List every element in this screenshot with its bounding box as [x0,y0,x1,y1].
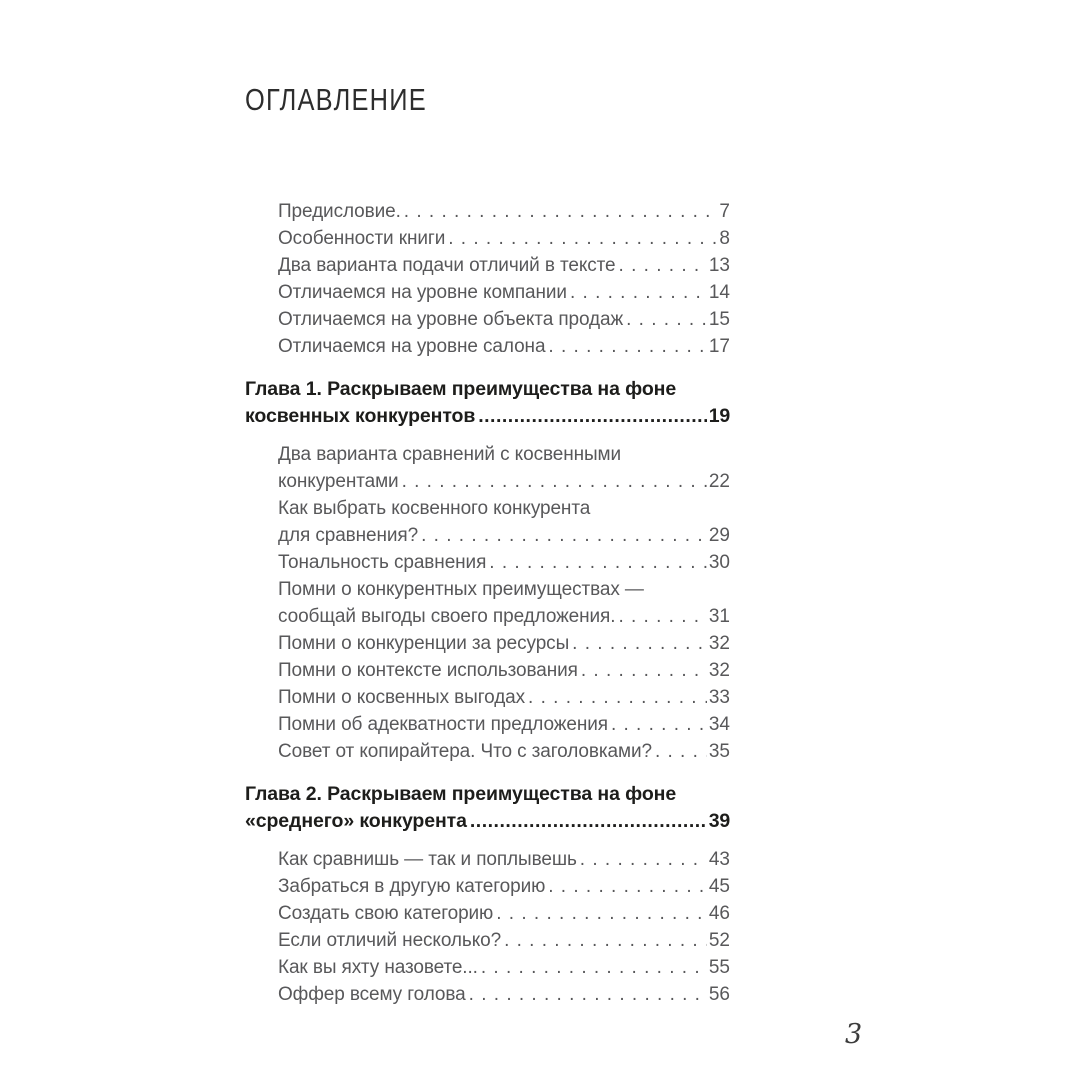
toc-entry-text: Помни о конкуренции за ресурсы [278,633,570,654]
toc-chapter-line [245,781,730,808]
toc-entry-text: конкурентами [278,471,399,492]
dot-leader [448,225,717,252]
dot-leader [421,522,707,549]
toc-entry-text: Как вы яхту назовете... [278,957,478,978]
toc-entry-line [278,252,730,279]
toc-page-number: 14 [708,282,730,303]
toc-page-number: 30 [708,552,730,573]
toc-page-number: 22 [708,471,730,492]
dot-leader [504,927,707,954]
toc-entry-line [278,873,730,900]
toc-entry-line [278,954,730,981]
toc-entry-line [278,927,730,954]
toc-page-number: 29 [708,525,730,546]
toc [245,198,730,1008]
toc-entry-line [278,549,730,576]
toc-chapter-line [245,808,730,835]
toc-entry-text: Тональность сравнения [278,552,487,573]
toc-chapter [245,781,730,835]
toc-entry-text: Помни о конкурентных преимуществах — [278,579,644,600]
toc-entry-text: Помни о косвенных выгодах [278,687,526,708]
toc-entry-line [278,846,730,873]
toc-entry-line [278,225,730,252]
toc-entry-line [278,711,730,738]
dot-leader [402,468,707,495]
toc-entry-line [278,684,730,711]
toc-page-number: 15 [708,309,730,330]
toc-entry-line [278,981,730,1008]
dot-leader [618,603,706,630]
toc-entry-text: Создать свою категорию [278,903,494,924]
toc-entry-text: Отличаемся на уровне салона [278,336,546,357]
dot-leader [570,279,707,306]
toc-entry-text: для сравнения? [278,525,419,546]
toc-entry-text: Предисловие. [278,201,401,222]
dot-leader [619,252,707,279]
toc-entry-line [278,630,730,657]
toc-page-number: 8 [719,228,730,249]
toc-entry-line [278,441,730,468]
toc-entries-group [278,441,730,765]
toc-page-number: 43 [708,849,730,870]
dot-leader [572,630,707,657]
toc-page-number: 52 [708,930,730,951]
dot-leader [404,198,718,225]
dot-leader [655,738,707,765]
toc-page-number: 13 [708,255,730,276]
toc-entry-text: Как сравнишь — так и поплывешь [278,849,577,870]
toc-entry-line [278,468,730,495]
toc-chapter-text: косвенных конкурентов [245,405,476,427]
toc-chapter-text: Глава 1. Раскрываем преимущества на фоне [245,378,677,400]
toc-entries-group [278,846,730,1008]
page-title: ОГЛАВЛЕНИЕ [245,82,427,117]
toc-chapter [245,376,730,430]
toc-entry-line [278,603,730,630]
dot-leader [548,333,706,360]
dot-leader [580,846,707,873]
toc-chapter-line [245,376,730,403]
toc-entry-line [278,900,730,927]
toc-entry-text: Помни о контексте использования [278,660,578,681]
toc-entry-line [278,495,730,522]
toc-page-number: 32 [708,633,730,654]
toc-entry-text: сообщай выгоды своего предложения. [278,606,616,627]
toc-entry-line [278,279,730,306]
toc-page-number: 35 [708,741,730,762]
toc-page-number: 34 [708,714,730,735]
toc-entry-text: Особенности книги [278,228,446,249]
toc-entry-text: Забраться в другую категорию [278,876,546,897]
toc-page-number: 17 [708,336,730,357]
dot-leader [581,657,707,684]
toc-entry-line [278,738,730,765]
toc-entry-text: Отличаемся на уровне компании [278,282,567,303]
toc-entries-group [278,198,730,360]
dot-leader [478,403,706,430]
toc-page-number: 55 [708,957,730,978]
toc-page-number: 7 [719,201,730,222]
dot-leader [611,711,707,738]
page-number: 3 [845,1019,863,1050]
toc-chapter-text: Глава 2. Раскрываем преимущества на фоне [245,783,677,805]
toc-chapter-text: «среднего» конкурента [245,810,467,832]
toc-entry-text: Два варианта сравнений с косвенными [278,444,622,465]
toc-page-number: 45 [708,876,730,897]
dot-leader [470,808,707,835]
dot-leader [481,954,707,981]
toc-entry-text: Отличаемся на уровне объекта продаж [278,309,624,330]
toc-page-number: 32 [708,660,730,681]
toc-page-number: 19 [708,405,730,427]
toc-entry-line [278,306,730,333]
dot-leader [626,306,707,333]
toc-page-number: 46 [708,903,730,924]
toc-entry-line [278,657,730,684]
toc-page-number: 33 [708,687,730,708]
toc-entry-text: Если отличий несколько? [278,930,502,951]
dot-leader [469,981,707,1008]
toc-page-number: 56 [708,984,730,1005]
toc-entry-text: Помни об адекватности предложения [278,714,608,735]
toc-chapter-line [245,403,730,430]
toc-entry-text: Два варианта подачи отличий в тексте [278,255,616,276]
toc-entry-line [278,522,730,549]
toc-entry-text: Как выбрать косвенного конкурента [278,498,591,519]
toc-entry-line [278,198,730,225]
toc-entry-text: Оффер всему голова [278,984,466,1005]
toc-page-number: 39 [708,810,730,832]
toc-entry-line [278,333,730,360]
dot-leader [489,549,707,576]
toc-entry-line [278,576,730,603]
dot-leader [548,873,707,900]
dot-leader [496,900,707,927]
dot-leader [528,684,707,711]
toc-entry-text: Совет от копирайтера. Что с заголовками? [278,741,652,762]
toc-page-number: 31 [708,606,730,627]
